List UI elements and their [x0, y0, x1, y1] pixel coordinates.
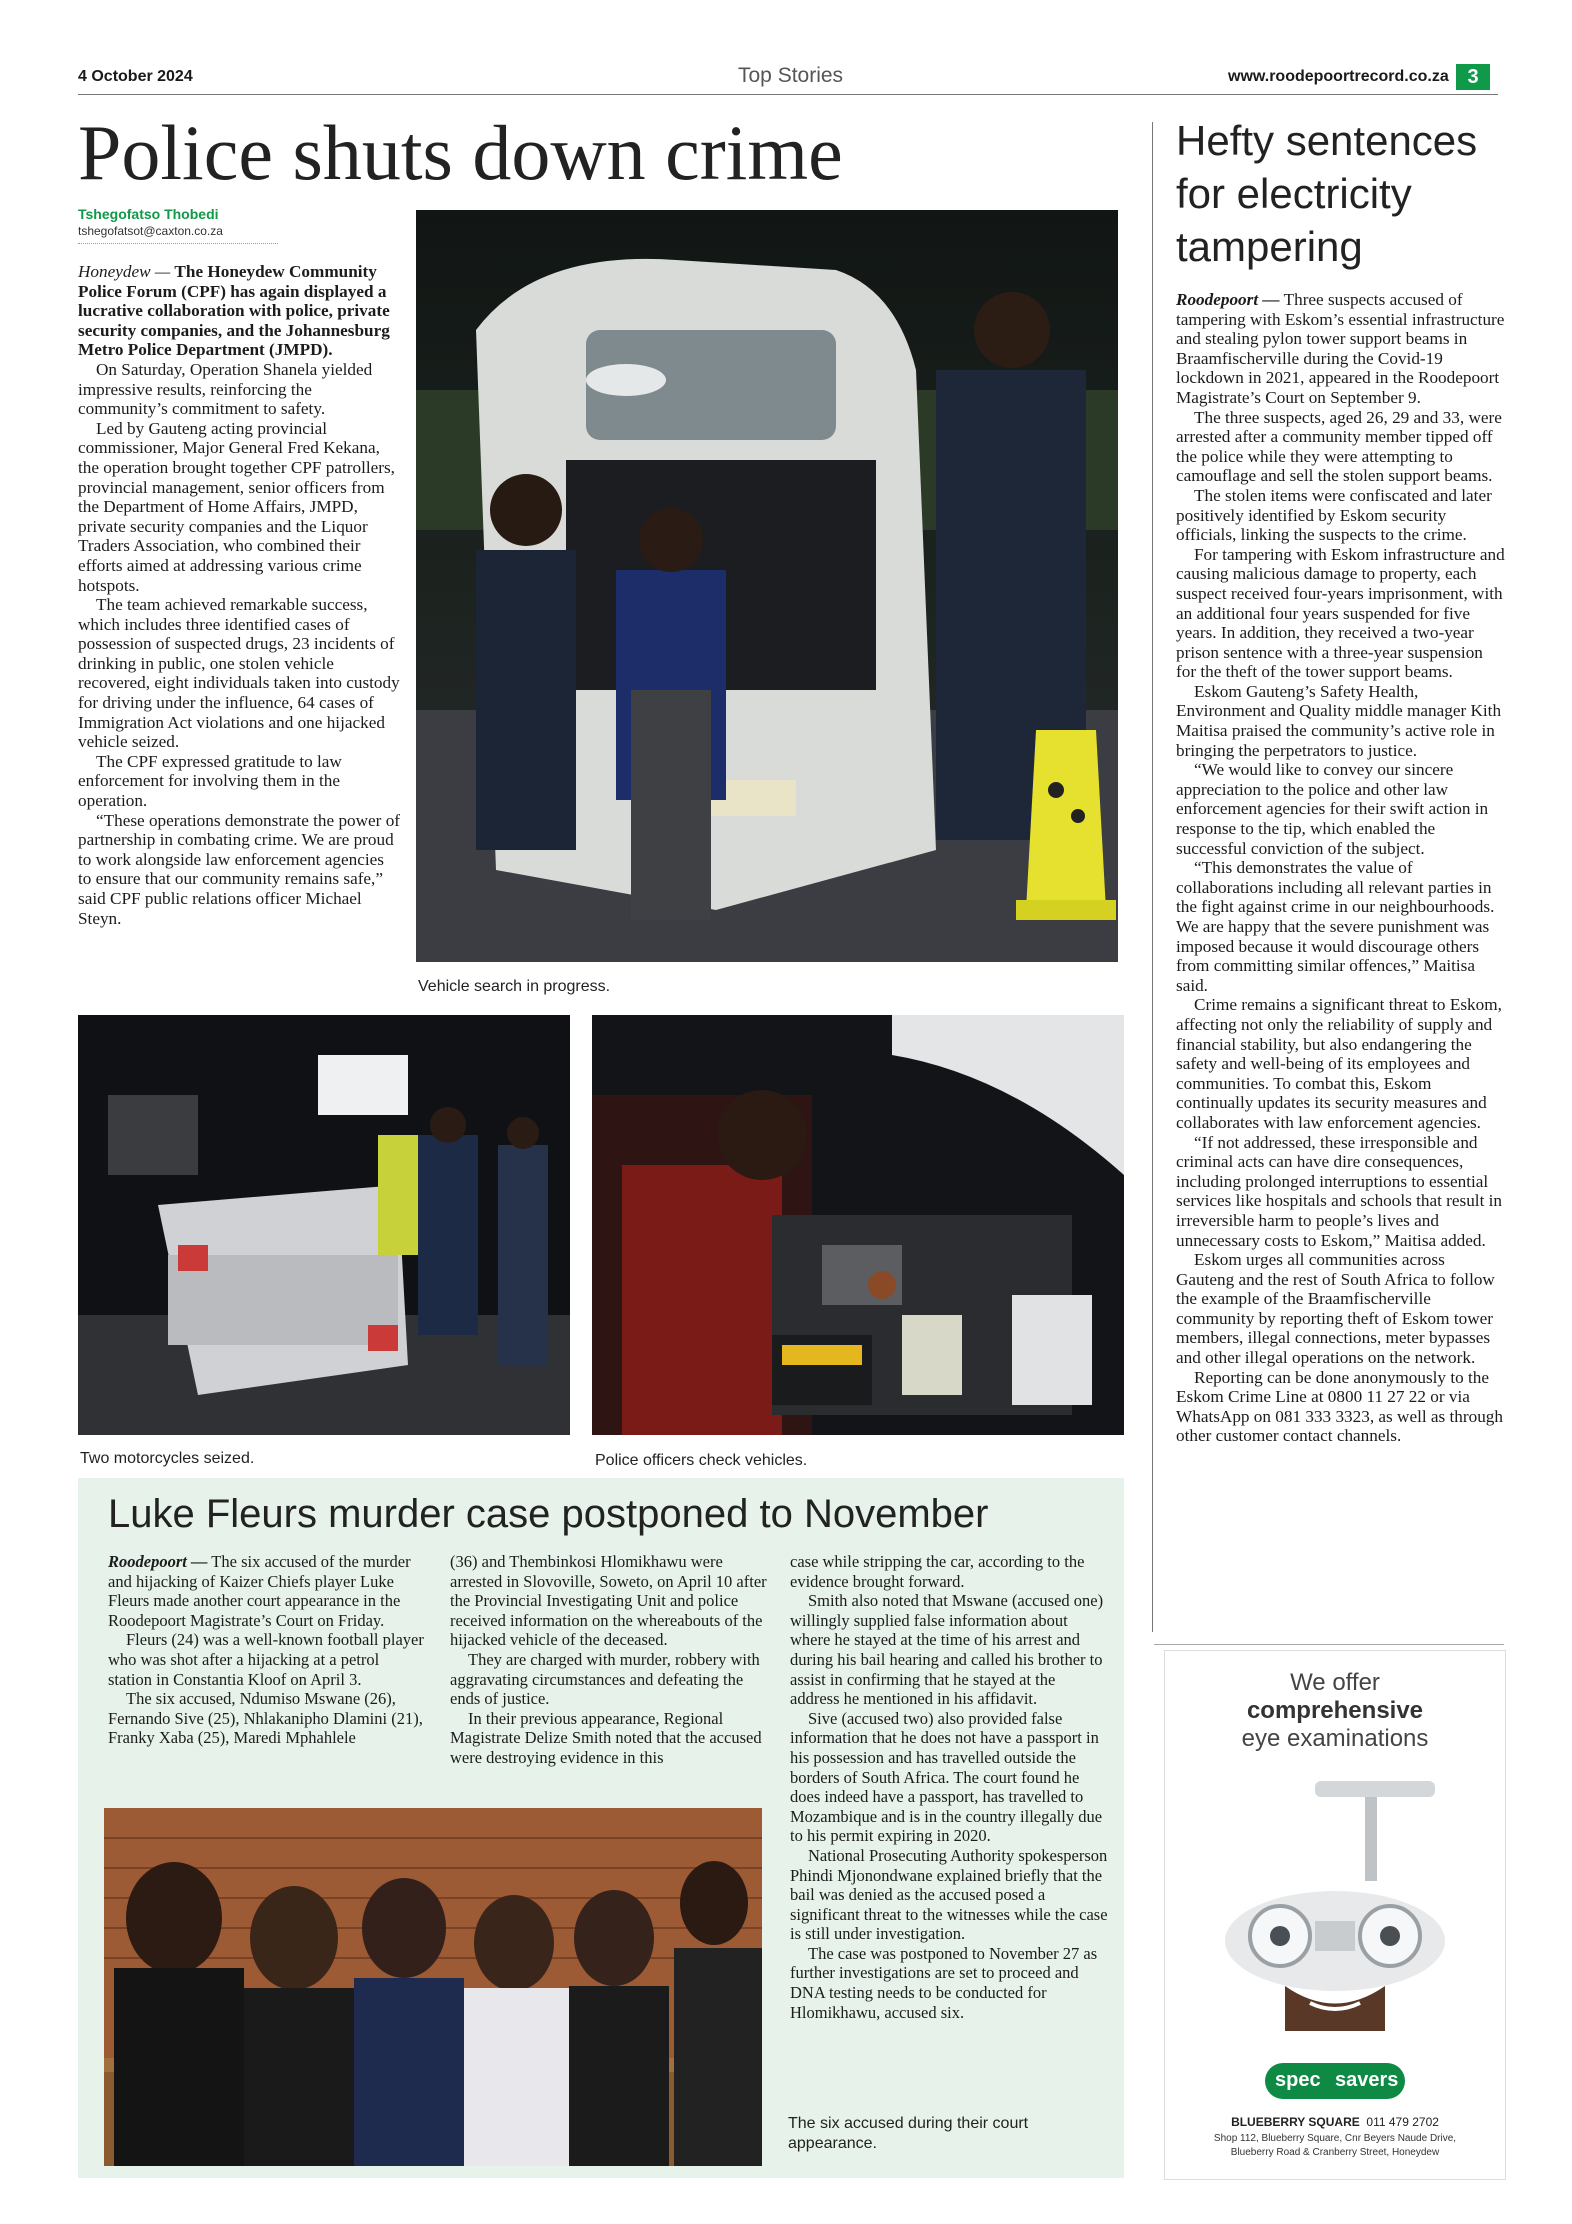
bottom-paragraph: (36) and Thembinkosi Hlomikhawu were arrested in Slovoville, Soweto, on April 10 after the Provincial Investigating Unit and police received information on the whereabouts of the hijacked vehicle of the deceased. [450, 1552, 767, 1650]
side-paragraph: “We would like to convey our sincere appreciation to the police and other law enforcement agencies for their swift action in response to the tip, which enabled the successful conviction of the subject. [1176, 760, 1489, 858]
page-number-badge: 3 [1456, 64, 1490, 90]
officers-check-photo [592, 1015, 1124, 1435]
bottom-paragraph: Sive (accused two) also provided false information that he does not have a passport in his possession and has travelled outside the borders of South Africa. The court found he does indeed have a passport, has travelled to Mozambique and is in the country illegally due to his permit expiring in 2020. [790, 1708, 1103, 1846]
byline-rule [78, 243, 278, 244]
body-paragraph: The team achieved remarkable success, which includes three identified cases of possession of suspected drugs, 23 incidents of drinking in public, one stolen vehicle recovered, eight individuals taken into custody for driving under the influence, 64 cases of Immigration Act violations and one hijacked vehicle seized. [78, 595, 400, 752]
side-lead: Three suspects accused of tampering with Eskom’s essential infrastructure and stealing pylon tower support beams in Braamfischerville during the Covid-19 lockdown in 2021, appeared in the Roodepoort Magistrate’s Court on September 9. [1176, 290, 1505, 407]
side-paragraph: Crime remains a significant threat to Eskom, affecting not only the reliability of supply and financial stability, but also endangering the safety and well-being of its employees and communities. To combat this, Eskom continually updates its security measures and collaborates with law enforcement agencies. [1176, 995, 1502, 1132]
side-paragraph: Reporting can be done anonymously to the Eskom Crime Line at 0800 11 27 22 or via WhatsApp on 081 333 3323, as well as through other customer contact channels. [1176, 1367, 1503, 1446]
body-paragraph: The CPF expressed gratitude to law enforcement for involving them in the operation. [78, 751, 342, 811]
side-paragraph: The stolen items were confiscated and later positively identified by Eskom security officials, linking the suspects to the crime. [1176, 485, 1492, 545]
bottom-paragraph: The six accused of the murder and hijacking of Kaizer Chiefs player Luke Fleurs made another court appearance in the Roodepoort Magistrate’s Court on Friday. [108, 1552, 411, 1630]
side-paragraph: Eskom urges all communities across Gauteng and the rest of South Africa to follow the example of the Braamfischerville community by reporting theft of Eskom tower members, illegal connections, meter bypasses and other illegal operations on the network. [1176, 1250, 1495, 1368]
side-story-body [1176, 290, 1506, 1446]
body-paragraph: “These operations demonstrate the power of partnership in combating crime. We are proud to work alongside law enforcement agencies to ensure that our community remains safe,” said CPF public relations officer Michael Steyn. [78, 810, 401, 928]
court-caption: The six accused during their court appearance. [788, 2115, 1029, 2152]
dateline: Honeydew — [78, 262, 171, 281]
side-paragraph: “This demonstrates the value of collaborations including all relevant parties in the fight against crime in our neighbourhoods. We are happy that the severe punishment was imposed because it would discourage others from committing similar offences,” Maitisa said. [1176, 858, 1495, 995]
vehicle-search-photo [416, 210, 1118, 962]
brand-savers: savers [1335, 2069, 1399, 2091]
store-phone: 011 479 2702 [1366, 2115, 1439, 2129]
address-line-1: Shop 112, Blueberry Square, Cnr Beyers Naude Drive, [1213, 2133, 1457, 2144]
side-paragraph: For tampering with Eskom infrastructure and causing malicious damage to property, each suspect received four-years imprisonment, with an additional four years suspended for five years. In addition, they received a two-year prison sentence with a three-year suspension for the theft of the tower support beams. [1176, 544, 1505, 682]
section-name: Top Stories [738, 64, 844, 87]
bottom-col-2 [450, 1552, 768, 1768]
bottom-dateline: Roodepoort — [108, 1552, 208, 1571]
body-paragraph: Led by Gauteng acting provincial commissioner, Major General Fred Kekana, the operation brought together CPF patrollers, provincial management, senior officers from the Department of Home Affairs, JMPD, private security companies and the Liquor Traders Association, who combined their efforts aimed at addressing various crime hotspots. [78, 418, 395, 595]
issue-date: 4 October 2024 [78, 68, 193, 85]
bottom-col-1 [108, 1552, 426, 1748]
store-name: BLUEBERRY SQUARE [1231, 2115, 1360, 2129]
website-link[interactable]: www.roodepoortrecord.co.za [1228, 68, 1449, 85]
motorcycles-photo [78, 1015, 570, 1435]
main-story-body [78, 262, 400, 928]
address-line-2: Blueberry Road & Cranberry Street, Honeydew [1230, 2147, 1440, 2158]
side-headline: Hefty sentences for electricity tampering [1176, 117, 1478, 270]
bottom-paragraph: In their previous appearance, Regional Magistrate Delize Smith noted that the accused were destroying evidence in this [450, 1708, 762, 1767]
ad-divider [1154, 1644, 1504, 1645]
ad-line-1: We offer [1290, 1669, 1380, 1696]
bottom-headline: Luke Fleurs murder case postponed to November [108, 1492, 989, 1536]
bottom-paragraph: Fleurs (24) was a well-known football player who was shot after a hijacking at a petrol station in Constantia Kloof on April 3. [108, 1630, 424, 1689]
ad-line-3: eye examinations [1241, 1725, 1429, 1752]
ad-line-2: comprehensive [1246, 1697, 1424, 1724]
side-paragraph: “If not addressed, these irresponsible and criminal acts can have dire consequences, including prolonged interruptions to essential services like hospitals and schools that result in irreversible harm to people’s lives and unnecessary costs to Eskom,” Maitisa added. [1176, 1132, 1503, 1250]
body-paragraph: On Saturday, Operation Shanela yielded impressive results, reinforcing the community’s commitment to safety. [78, 359, 373, 419]
byline: Tshegofatso Thobedi [78, 206, 219, 222]
side-dateline: Roodepoort — [1176, 290, 1280, 309]
bottom-paragraph: The six accused, Ndumiso Mswane (26), Fernando Sive (25), Nhlakanipho Dlamini (21), Franky Xaba (25), Maredi Mphahlele [108, 1689, 423, 1748]
ad-store-line [1165, 2115, 1505, 2129]
court-appearance-photo [104, 1808, 762, 2166]
specsavers-ad[interactable] [1164, 1650, 1506, 2180]
bottom-paragraph: Smith also noted that Mswane (accused one) willingly supplied false information about where he stayed at the time of his arrest and during his bail hearing and called his brother to assist in confirming that he stayed at the address he mentioned in his affidavit. [790, 1591, 1104, 1709]
column-divider [1152, 122, 1153, 1632]
vehicle-search-caption: Vehicle search in progress. [418, 978, 611, 995]
bottom-paragraph: They are charged with murder, robbery with aggravating circumstances and defeating the ends of justice. [450, 1649, 760, 1709]
side-paragraph: The three suspects, aged 26, 29 and 33, were arrested after a community member tipped off the police while they were attempting to camouflage and sell the stolen support beams. [1176, 407, 1502, 486]
side-paragraph: Eskom Gauteng’s Safety Health, Environment and Quality middle manager Kith Maitisa praised the community’s active role in bringing the perpetrators to justice. [1176, 681, 1502, 760]
eye-exam-illustration [1215, 1771, 1455, 2031]
bottom-story-panel [78, 1478, 1124, 2178]
brand-spec: spec [1275, 2069, 1321, 2091]
masthead-rule [78, 94, 1498, 95]
bottom-col-3 [790, 1552, 1108, 2022]
byline-email[interactable]: tshegofatsot@caxton.co.za [78, 224, 223, 238]
bottom-paragraph: case while stripping the car, according to the evidence brought forward. [790, 1552, 1085, 1591]
masthead [78, 64, 1498, 94]
bottom-paragraph: The case was postponed to November 27 as further investigations are set to proceed and DNA testing needs to be conducted for Hlomikhawu, accused six. [790, 1943, 1098, 2022]
motorcycles-caption: Two motorcycles seized. [80, 1450, 255, 1467]
main-headline: Police shuts down crime [78, 109, 843, 196]
lead-paragraph: The Honeydew Community Police Forum (CPF) has again displayed a lucrative collaboration with police, private security companies, and the Johannesburg Metro Police Department (JMPD). [78, 262, 390, 360]
bottom-paragraph: National Prosecuting Authority spokesperson Phindi Mjonondwane explained briefly that the bail was denied as the accused posed a significant threat to the witnesses while the case is still under investigation. [790, 1845, 1108, 1944]
officers-check-caption: Police officers check vehicles. [595, 1452, 808, 1469]
